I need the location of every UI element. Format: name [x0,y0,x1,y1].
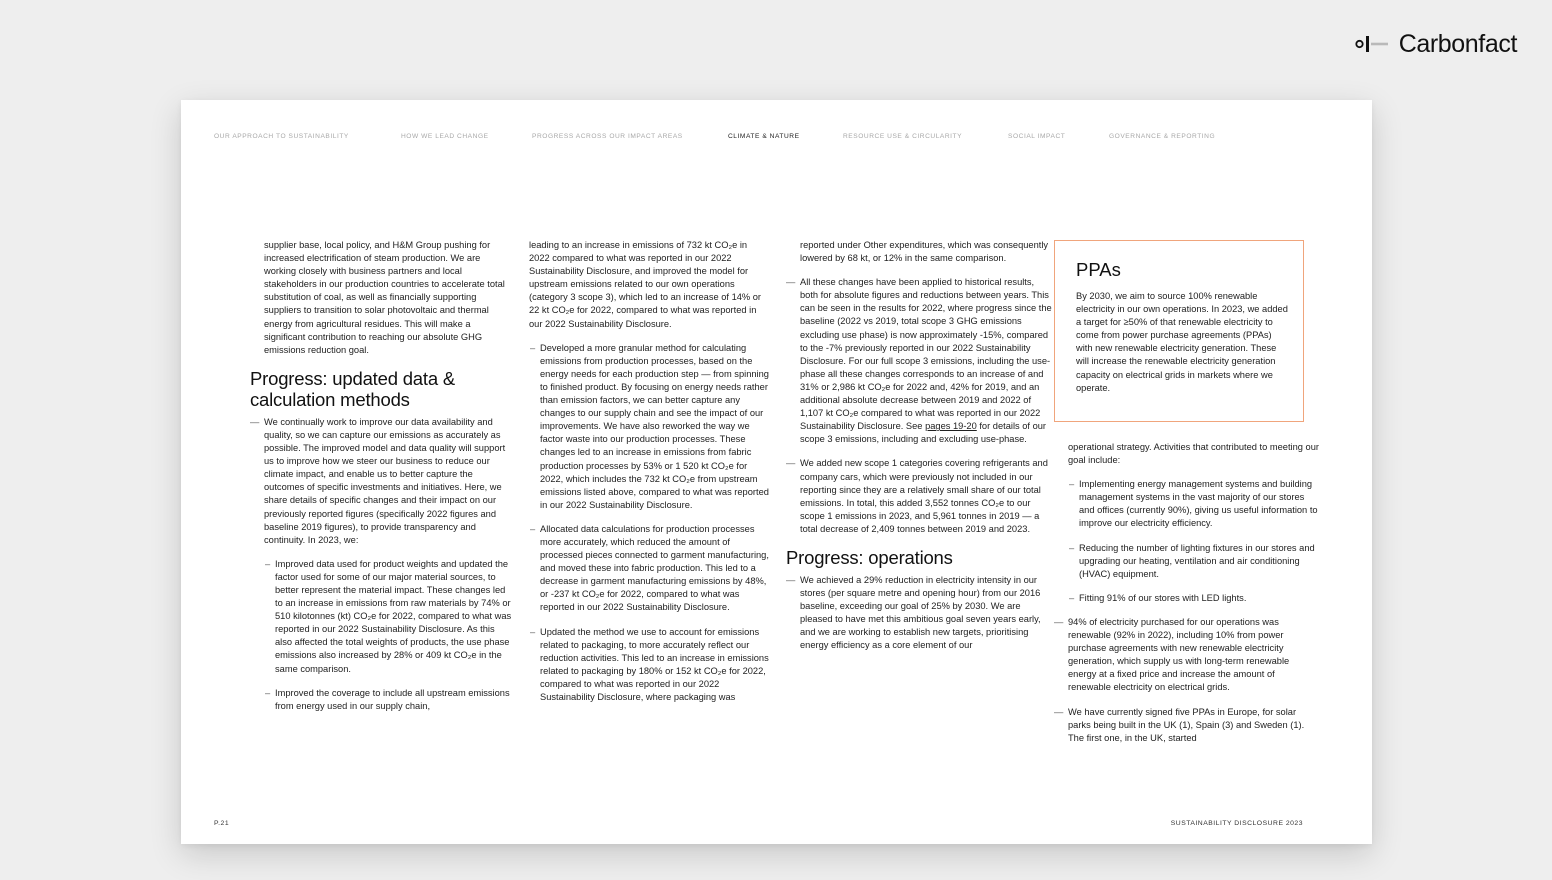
document-page [181,100,1372,844]
callout-body: By 2030, we aim to source 100% renewable electricity in our own operations. In 2023, we added a target for ≥50% of that renewable electricity to come from power purchase agreements (PPAs) with new renewable electricity generation. These will increase the renewable electricity generation capacity on electrical grids in markets where we operate. [1076,291,1288,393]
footer-title: SUSTAINABILITY DISCLOSURE 2023 [1170,820,1303,827]
em-dash-bullet: — [1054,706,1064,717]
list-item [250,416,514,547]
en-dash-bullet: – [265,558,271,569]
tab-how-we-lead-change[interactable]: HOW WE LEAD CHANGE [401,133,489,140]
text-column-4 [1054,441,1320,745]
paragraph: leading to an increase in emissions of 732 kt CO₂e in 2022 compared to what was reported in our 2022 Sustainability Disclosure, and improved the model for upstream emissions related to our own operations (category 3 scope 3), which led to an increase of 14% or 22 kt CO₂e for 2022, compared to what was reported in our 2022 Sustainability Disclosure. [529,240,762,329]
text-column-3 [786,239,1052,653]
section-heading: Progress: operations [786,546,953,568]
tab-governance-reporting[interactable]: GOVERNANCE & REPORTING [1109,133,1216,140]
carbonfact-logo-icon [1355,34,1389,54]
list-item [786,276,1052,446]
en-dash-bullet: – [530,342,536,353]
en-dash-bullet: – [530,626,536,637]
list-item-text: We added new scope 1 categories covering refrigerants and company cars, which were previously not included in our reporting since they are a relatively small share of our total emissions. In total, this added 3,552 tonnes CO₂e to our scope 1 emissions in 2023, and 5,961 tonnes in 2019 — a total decrease of 2,409 tonnes between 2019 and 2023. [800,458,1048,534]
text-column-2 [529,239,769,704]
em-dash-bullet: — [1054,616,1064,627]
tab-climate-nature[interactable]: CLIMATE & NATURE [728,133,800,140]
en-dash-bullet: – [265,687,271,698]
paragraph: reported under Other expenditures, which was consequently lowered by 68 kt, or 12% in the same comparison. [800,240,1049,264]
ppas-callout-box [1054,240,1304,422]
pages-link[interactable]: pages 19-20 [925,421,977,432]
list-item-text: We continually work to improve our data availability and quality, so we can capture our emissions as accurately as possible. The improved model and data quality will support us to improve how we steer our business to reduce our climate impact, and enable us to better capture the outcomes of specific investments and initiatives. Here, we share details of specific changes and their impact on our previously reported figures (specifically 2022 figures and baseline 2019 figures), to provide transparency and continuity. In 2023, we: [264,416,506,545]
sub-list-item [530,626,769,705]
en-dash-bullet: – [1069,592,1075,603]
list-item-text: We achieved a 29% reduction in electricity intensity in our stores (per square metre and opening hour) from our 2016 baseline, exceeding our goal of 25% by 2030. We are pleased to have met this ambitious goal seven years early, and we are working to establish new targets, prioritising energy efficiency as a core element of our [800,574,1041,651]
tab-resource-use[interactable]: RESOURCE USE & CIRCULARITY [843,133,963,140]
text-column-1 [250,239,514,713]
page-number: P.21 [214,820,230,827]
callout-title: PPAs [1076,259,1121,280]
tab-progress-impact-areas[interactable]: PROGRESS ACROSS OUR IMPACT AREAS [532,133,683,140]
sub-list-item [530,342,769,512]
en-dash-bullet: – [1069,479,1075,490]
sub-list-item-text: Reducing the number of lighting fixtures in our stores and upgrading our heating, ventilation and air conditioning (HVAC) equipment. [1079,542,1315,579]
tab-our-approach[interactable]: OUR APPROACH TO SUSTAINABILITY [214,133,349,140]
list-item-text: All these changes have been applied to historical results, both for absolute figures and reductions between years. This can be seen in the results for 2022, where progress since the baseline (2022 vs 2019, total scope 3 GHG emissions excluding use phase) is now approximately -15%, compared to the -7% previously reported in our 2022 Sustainability Disclosure. For our full scope 3 emissions, including the use-phase all these changes corresponds to an increase of and 31% or 2,986 kt CO₂e for 2022 and, 42% for 2019, and an additional absolute decrease between 2019 and 2022 of 1,107 kt CO₂e compared to what was reported in our 2022 Sustainability Disclosure. See [800,277,1052,432]
sub-list-item [265,558,514,676]
em-dash-bullet: — [250,416,260,427]
brand-name: Carbonfact [1398,29,1517,58]
list-item-text: for details of our scope 3 emissions, including and excluding use-phase. [800,421,1047,445]
en-dash-bullet: – [530,523,536,534]
sub-list-item-text: Improved the coverage to include all upstream emissions from energy used in our supply chain, [275,687,510,711]
sub-list-item-text: Improved data used for product weights and updated the factor used for some of our major material sources, to better represent the material impact. These changes led to an increase in emissions from raw materials by 74% or 510 kilotonnes (kt) CO₂e for 2022, compared to what was reported in our 2022 Sustainability Disclosure. As this also affected the total weights of products, the use phase emissions also increased by 28% or 409 kt CO₂e in the same comparison. [275,558,512,674]
sub-list-item-text: Fitting 91% of our stores with LED lights. [1079,592,1247,603]
list-item [786,574,1052,653]
paragraph: operational strategy. Activities that contributed to meeting our goal include: [1068,442,1319,466]
list-item-text: We have currently signed five PPAs in Europe, for solar parks being built in the UK (1), Spain (3) and Sweden (1). The first one, in the UK, started [1068,706,1305,743]
list-item [1054,706,1320,745]
sub-list-item-text: Developed a more granular method for calculating emissions from production processes, based on the energy needs for each production step — from spinning to finished product. By focusing on energy needs rather than emission factors, we can better capture any changes to our supply chain and see the impact of our improvements. We have also reworked the way we factor waste into our production processes. These changes led to an increase in emissions from fabric production processes by 53% or 1 520 kt CO₂e for 2022, which includes the 732 kt CO₂e from upstream emissions listed above, compared to what was reported in our 2022 Sustainability Disclosure. [540,342,769,510]
list-item [786,457,1052,536]
brand-logo [1355,28,1517,60]
sub-list-item [265,687,514,713]
section-heading: Progress: updated data & calculation methods [250,367,456,410]
sub-list-item [1069,478,1320,530]
sub-list-item-text: Allocated data calculations for production processes more accurately, which reduced the amount of processed pieces connected to garment manufacturing, and moved these into fabric production. This led to a decrease in garment manufacturing emissions by 48%, or -237 kt CO₂e for 2022, compared to what was reported in our 2022 Sustainability Disclosure. [540,523,769,613]
sub-list-item [1069,542,1320,581]
en-dash-bullet: – [1069,542,1075,553]
sub-list-item-text: Implementing energy management systems and building management systems in the vast majority of our stores and offices (currently 90%), giving us useful information to improve our electricity efficiency. [1079,479,1318,529]
sub-list-item [530,523,769,615]
em-dash-bullet: — [786,458,796,469]
em-dash-bullet: — [786,574,796,585]
em-dash-bullet: — [786,277,796,288]
section-nav [181,133,1372,145]
tab-social-impact[interactable]: SOCIAL IMPACT [1008,133,1066,140]
sub-list-item [1069,592,1320,605]
list-item-text: 94% of electricity purchased for our operations was renewable (92% in 2022), including 10% from power purchase agreements with new renewable electricity generation, which supply us with long-term renewable energy at a fixed price and increase the amount of renewable electricity on electrical grids. [1068,616,1290,693]
list-item [1054,616,1320,695]
paragraph: supplier base, local policy, and H&M Group pushing for increased electrification of steam production. We are working closely with business partners and local stakeholders in our production countries to accelerate total substitution of coal, as well as financially supporting suppliers to transition to solar photovoltaic and thermal energy from agricultural residues. This will make a significant contribution to reaching our absolute GHG emissions reduction goal. [264,240,505,355]
sub-list-item-text: Updated the method we use to account for emissions related to packaging, to more accurately reflect our reduction activities. This led to an increase in emissions related to packaging by 180% or 152 kt CO₂e for 2022, compared to what was reported in our 2022 Sustainability Disclosure, where packaging was [540,626,769,702]
